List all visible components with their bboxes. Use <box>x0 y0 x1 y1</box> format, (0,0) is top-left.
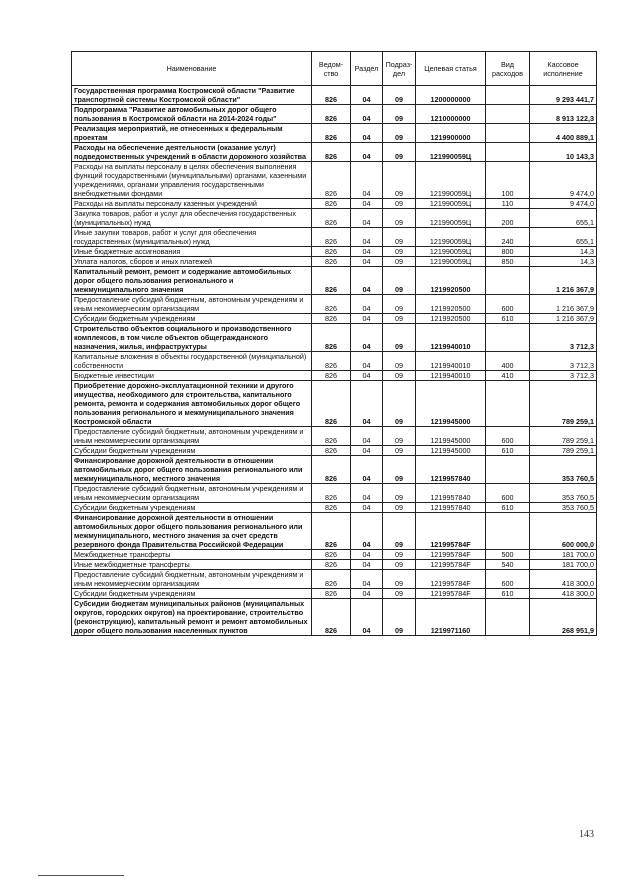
table-row <box>72 324 597 352</box>
row-dept: 826 <box>312 86 351 105</box>
row-subsection: 09 <box>383 124 416 143</box>
row-dept: 826 <box>312 199 351 209</box>
row-name: Капитальный ремонт, ремонт и содержание автомобильных дорог общего пользования регионального и межмуниципального значения <box>72 267 312 295</box>
row-subsection: 09 <box>383 314 416 324</box>
row-subsection: 09 <box>383 589 416 599</box>
row-target: 1219920500 <box>416 295 486 314</box>
row-target: 121990059Ц <box>416 162 486 199</box>
row-section: 04 <box>351 599 383 636</box>
row-subsection: 09 <box>383 513 416 550</box>
row-subsection: 09 <box>383 199 416 209</box>
row-subsection: 09 <box>383 247 416 257</box>
row-section: 04 <box>351 143 383 162</box>
table-row <box>72 381 597 427</box>
row-name: Строительство объектов социального и производственного комплексов, в том числе объектов общегражданского назначения, жилья, инфраструктуры <box>72 324 312 352</box>
row-target: 121995784F <box>416 589 486 599</box>
row-section: 04 <box>351 86 383 105</box>
row-amount: 4 400 889,1 <box>530 124 597 143</box>
table-row <box>72 86 597 105</box>
table-row <box>72 503 597 513</box>
table-row <box>72 228 597 247</box>
row-dept: 826 <box>312 352 351 371</box>
table-row <box>72 209 597 228</box>
row-expense-type: 540 <box>486 560 530 570</box>
row-target: 1219900000 <box>416 124 486 143</box>
row-expense-type: 610 <box>486 589 530 599</box>
row-amount: 181 700,0 <box>530 560 597 570</box>
row-target: 1219940010 <box>416 352 486 371</box>
row-expense-type <box>486 324 530 352</box>
row-dept: 826 <box>312 247 351 257</box>
row-dept: 826 <box>312 589 351 599</box>
row-target: 121995784F <box>416 560 486 570</box>
row-expense-type: 610 <box>486 503 530 513</box>
row-name: Финансирование дорожной деятельности в отношении автомобильных дорог общего пользования регионального или межмуниципального, местного значения за счет средств резервного фонда Правительства Российской Федерации <box>72 513 312 550</box>
header-section: Раздел <box>351 52 383 86</box>
row-subsection: 09 <box>383 86 416 105</box>
row-amount: 418 300,0 <box>530 589 597 599</box>
row-dept: 826 <box>312 228 351 247</box>
row-subsection: 09 <box>383 570 416 589</box>
row-name: Иные закупки товаров, работ и услуг для обеспечения государственных (муниципальных) нужд <box>72 228 312 247</box>
row-amount: 3 712,3 <box>530 352 597 371</box>
row-expense-type <box>486 456 530 484</box>
row-section: 04 <box>351 257 383 267</box>
row-section: 04 <box>351 484 383 503</box>
row-dept: 826 <box>312 446 351 456</box>
row-subsection: 09 <box>383 324 416 352</box>
row-dept: 826 <box>312 314 351 324</box>
row-name: Закупка товаров, работ и услуг для обеспечения государственных (муниципальных) нужд <box>72 209 312 228</box>
row-expense-type <box>486 105 530 124</box>
row-name: Субсидии бюджетам муниципальных районов (муниципальных округов, городских округов) на проектирование, строительство (реконструкцию), капитальный ремонт и ремонт автомобильных дорог общего пользования населенных пунктов <box>72 599 312 636</box>
row-subsection: 09 <box>383 560 416 570</box>
row-name: Капитальные вложения в объекты государственной (муниципальной) собственности <box>72 352 312 371</box>
row-amount: 789 259,1 <box>530 446 597 456</box>
row-subsection: 09 <box>383 295 416 314</box>
table-row <box>72 371 597 381</box>
table-row <box>72 247 597 257</box>
row-amount: 9 474,0 <box>530 199 597 209</box>
row-target: 121990059Ц <box>416 209 486 228</box>
row-subsection: 09 <box>383 267 416 295</box>
row-name: Предоставление субсидий бюджетным, автономным учреждениям и иным некоммерческим организациям <box>72 427 312 446</box>
row-target: 1219945000 <box>416 427 486 446</box>
row-amount: 418 300,0 <box>530 570 597 589</box>
row-dept: 826 <box>312 560 351 570</box>
row-name: Расходы на выплаты персоналу казенных учреждений <box>72 199 312 209</box>
row-name: Субсидии бюджетным учреждениям <box>72 589 312 599</box>
budget-table <box>71 51 597 636</box>
footnote-separator <box>38 875 124 876</box>
row-expense-type <box>486 599 530 636</box>
row-dept: 826 <box>312 143 351 162</box>
row-subsection: 09 <box>383 162 416 199</box>
row-expense-type <box>486 124 530 143</box>
row-amount: 600 000,0 <box>530 513 597 550</box>
row-dept: 826 <box>312 267 351 295</box>
row-amount: 14,3 <box>530 257 597 267</box>
row-expense-type <box>486 267 530 295</box>
row-dept: 826 <box>312 209 351 228</box>
row-subsection: 09 <box>383 550 416 560</box>
row-amount: 353 760,5 <box>530 484 597 503</box>
row-dept: 826 <box>312 456 351 484</box>
row-name: Субсидии бюджетным учреждениям <box>72 503 312 513</box>
table-row <box>72 199 597 209</box>
row-target: 121990059Ц <box>416 247 486 257</box>
row-section: 04 <box>351 199 383 209</box>
header-target: Целевая статья <box>416 52 486 86</box>
row-amount: 655,1 <box>530 228 597 247</box>
table-row <box>72 456 597 484</box>
row-expense-type: 110 <box>486 199 530 209</box>
row-amount: 353 760,5 <box>530 456 597 484</box>
row-amount: 10 143,3 <box>530 143 597 162</box>
row-section: 04 <box>351 550 383 560</box>
row-section: 04 <box>351 267 383 295</box>
table-row <box>72 257 597 267</box>
row-section: 04 <box>351 427 383 446</box>
row-section: 04 <box>351 381 383 427</box>
row-expense-type <box>486 513 530 550</box>
row-expense-type: 610 <box>486 314 530 324</box>
row-amount: 655,1 <box>530 209 597 228</box>
row-target: 121990059Ц <box>416 257 486 267</box>
row-amount: 9 293 441,7 <box>530 86 597 105</box>
header-amount: Кассовое исполнение <box>530 52 597 86</box>
row-target: 1219945000 <box>416 381 486 427</box>
row-dept: 826 <box>312 503 351 513</box>
row-expense-type: 600 <box>486 295 530 314</box>
row-subsection: 09 <box>383 446 416 456</box>
row-target: 121995784F <box>416 513 486 550</box>
row-expense-type <box>486 381 530 427</box>
table-row <box>72 124 597 143</box>
row-section: 04 <box>351 456 383 484</box>
row-section: 04 <box>351 209 383 228</box>
row-section: 04 <box>351 247 383 257</box>
row-section: 04 <box>351 314 383 324</box>
row-amount: 789 259,1 <box>530 381 597 427</box>
row-subsection: 09 <box>383 143 416 162</box>
table-row <box>72 560 597 570</box>
row-section: 04 <box>351 446 383 456</box>
header-name: Наименование <box>72 52 312 86</box>
table-row <box>72 599 597 636</box>
page-number: 143 <box>579 829 594 840</box>
row-name: Подпрограмма "Развитие автомобильных дорог общего пользования в Костромской области на 2014-2024 годы" <box>72 105 312 124</box>
row-dept: 826 <box>312 427 351 446</box>
row-section: 04 <box>351 371 383 381</box>
row-amount: 789 259,1 <box>530 427 597 446</box>
table-row <box>72 162 597 199</box>
row-section: 04 <box>351 503 383 513</box>
row-subsection: 09 <box>383 105 416 124</box>
table-row <box>72 267 597 295</box>
row-section: 04 <box>351 324 383 352</box>
row-section: 04 <box>351 162 383 199</box>
row-subsection: 09 <box>383 228 416 247</box>
table-row <box>72 550 597 560</box>
row-amount: 3 712,3 <box>530 371 597 381</box>
row-name: Предоставление субсидий бюджетным, автономным учреждениям и иным некоммерческим организациям <box>72 295 312 314</box>
row-section: 04 <box>351 513 383 550</box>
row-subsection: 09 <box>383 484 416 503</box>
table-row <box>72 513 597 550</box>
row-target: 1219971160 <box>416 599 486 636</box>
table-header-row <box>72 52 597 86</box>
row-expense-type: 240 <box>486 228 530 247</box>
row-amount: 9 474,0 <box>530 162 597 199</box>
row-expense-type: 600 <box>486 427 530 446</box>
row-target: 1200000000 <box>416 86 486 105</box>
row-target: 121990059Ц <box>416 199 486 209</box>
row-subsection: 09 <box>383 427 416 446</box>
row-section: 04 <box>351 124 383 143</box>
row-dept: 826 <box>312 570 351 589</box>
row-amount: 1 216 367,9 <box>530 314 597 324</box>
row-target: 121995784F <box>416 550 486 560</box>
row-target: 1219945000 <box>416 446 486 456</box>
row-target: 1219957840 <box>416 503 486 513</box>
row-name: Субсидии бюджетным учреждениям <box>72 314 312 324</box>
row-amount: 1 216 367,9 <box>530 267 597 295</box>
table-row <box>72 314 597 324</box>
row-dept: 826 <box>312 324 351 352</box>
row-section: 04 <box>351 560 383 570</box>
row-expense-type: 500 <box>486 550 530 560</box>
row-name: Расходы на обеспечение деятельности (оказание услуг) подведомственных учреждений в области дорожного хозяйства <box>72 143 312 162</box>
table-body <box>72 86 597 636</box>
row-name: Бюджетные инвестиции <box>72 371 312 381</box>
row-dept: 826 <box>312 162 351 199</box>
row-expense-type: 600 <box>486 570 530 589</box>
row-section: 04 <box>351 295 383 314</box>
row-dept: 826 <box>312 550 351 560</box>
table-row <box>72 570 597 589</box>
row-name: Субсидии бюджетным учреждениям <box>72 446 312 456</box>
table-row <box>72 295 597 314</box>
row-subsection: 09 <box>383 503 416 513</box>
row-amount: 268 951,9 <box>530 599 597 636</box>
table-row <box>72 589 597 599</box>
row-name: Предоставление субсидий бюджетным, автономным учреждениям и иным некоммерческим организациям <box>72 484 312 503</box>
row-section: 04 <box>351 589 383 599</box>
row-name: Иные межбюджетные трансферты <box>72 560 312 570</box>
table-row <box>72 484 597 503</box>
table-row <box>72 352 597 371</box>
row-amount: 1 216 367,9 <box>530 295 597 314</box>
row-expense-type: 410 <box>486 371 530 381</box>
row-target: 121990059Ц <box>416 143 486 162</box>
row-name: Предоставление субсидий бюджетным, автономным учреждениям и иным некоммерческим организациям <box>72 570 312 589</box>
row-expense-type: 610 <box>486 446 530 456</box>
row-name: Межбюджетные трансферты <box>72 550 312 560</box>
row-amount: 14,3 <box>530 247 597 257</box>
row-target: 1219940010 <box>416 324 486 352</box>
row-expense-type: 100 <box>486 162 530 199</box>
row-target: 1219940010 <box>416 371 486 381</box>
row-target: 1219920500 <box>416 314 486 324</box>
row-dept: 826 <box>312 105 351 124</box>
row-name: Реализация мероприятий, не отнесенных к федеральным проектам <box>72 124 312 143</box>
row-subsection: 09 <box>383 456 416 484</box>
row-target: 1219957840 <box>416 456 486 484</box>
row-subsection: 09 <box>383 257 416 267</box>
row-expense-type: 850 <box>486 257 530 267</box>
header-dept: Ведом-ство <box>312 52 351 86</box>
row-name: Уплата налогов, сборов и иных платежей <box>72 257 312 267</box>
row-subsection: 09 <box>383 209 416 228</box>
row-expense-type <box>486 86 530 105</box>
row-expense-type: 800 <box>486 247 530 257</box>
row-expense-type: 200 <box>486 209 530 228</box>
row-subsection: 09 <box>383 371 416 381</box>
header-subsection: Подраз-дел <box>383 52 416 86</box>
row-expense-type: 400 <box>486 352 530 371</box>
row-target: 1210000000 <box>416 105 486 124</box>
table-row <box>72 105 597 124</box>
header-expense-type: Вид расходов <box>486 52 530 86</box>
row-dept: 826 <box>312 513 351 550</box>
row-subsection: 09 <box>383 352 416 371</box>
row-name: Государственная программа Костромской области "Развитие транспортной системы Костромской области" <box>72 86 312 105</box>
row-expense-type <box>486 143 530 162</box>
row-subsection: 09 <box>383 599 416 636</box>
row-target: 1219957840 <box>416 484 486 503</box>
row-amount: 8 913 122,3 <box>530 105 597 124</box>
row-dept: 826 <box>312 484 351 503</box>
row-dept: 826 <box>312 257 351 267</box>
row-target: 1219920500 <box>416 267 486 295</box>
row-dept: 826 <box>312 124 351 143</box>
row-name: Расходы на выплаты персоналу в целях обеспечения выполнения функций государственными (муниципальными) органами, казенными учреждениями, органами управления государственными внебюджетными фондами <box>72 162 312 199</box>
row-target: 121995784F <box>416 570 486 589</box>
row-section: 04 <box>351 570 383 589</box>
row-dept: 826 <box>312 599 351 636</box>
row-name: Финансирование дорожной деятельности в отношении автомобильных дорог общего пользования регионального или межмуниципального, местного значения <box>72 456 312 484</box>
row-section: 04 <box>351 105 383 124</box>
row-expense-type: 600 <box>486 484 530 503</box>
row-name: Иные бюджетные ассигнования <box>72 247 312 257</box>
table-row <box>72 143 597 162</box>
row-amount: 181 700,0 <box>530 550 597 560</box>
row-name: Приобретение дорожно-эксплуатационной техники и другого имущества, необходимого для строительства, капитального ремонта, ремонта и содержания автомобильных дорог общего пользования регионального и межмуниципального значения Костромской области <box>72 381 312 427</box>
row-target: 121990059Ц <box>416 228 486 247</box>
row-amount: 353 760,5 <box>530 503 597 513</box>
row-dept: 826 <box>312 381 351 427</box>
table-row <box>72 446 597 456</box>
row-section: 04 <box>351 228 383 247</box>
row-dept: 826 <box>312 371 351 381</box>
row-amount: 3 712,3 <box>530 324 597 352</box>
row-dept: 826 <box>312 295 351 314</box>
table-row <box>72 427 597 446</box>
row-section: 04 <box>351 352 383 371</box>
row-subsection: 09 <box>383 381 416 427</box>
